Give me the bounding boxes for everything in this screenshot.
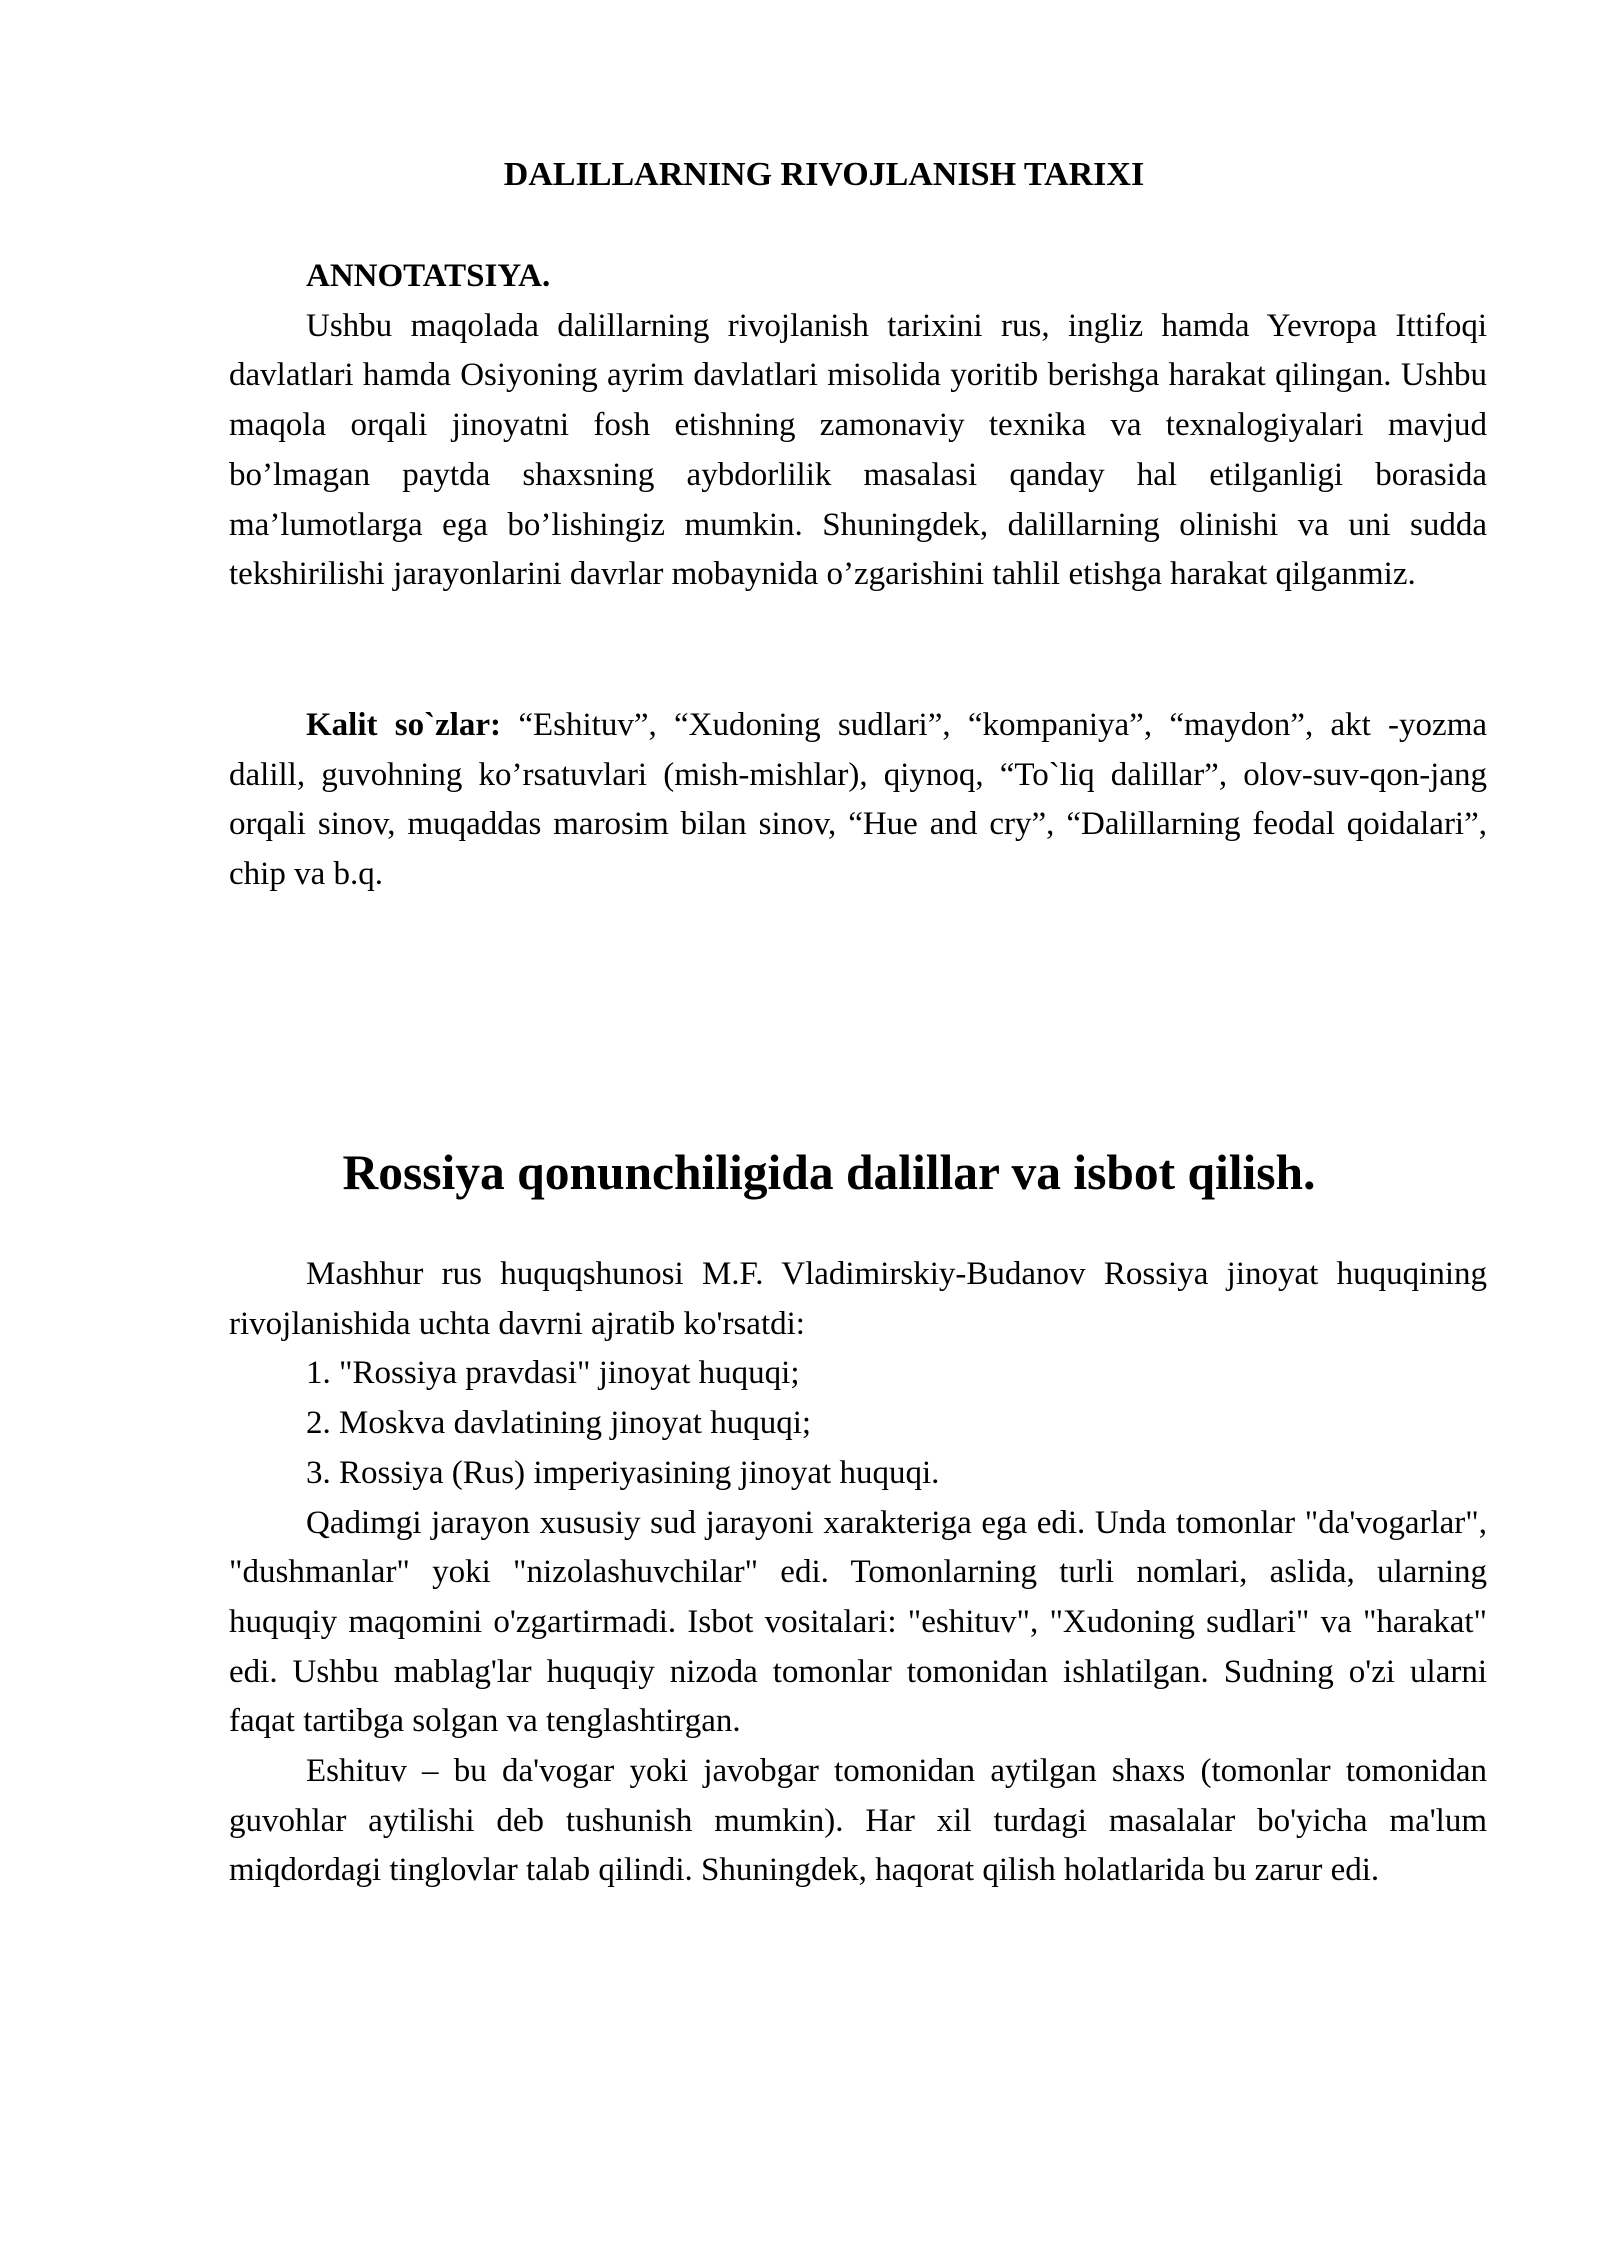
list-item: 3. Rossiya (Rus) imperiyasining jinoyat huquqi. [306,1454,940,1491]
keywords-paragraph [229,701,1487,900]
section-title: Rossiya qonunchiligida dalillar va isbot qilish. [342,1145,1316,1200]
keywords-block [229,701,1487,900]
annotation-block [229,252,1487,600]
section-body [229,1250,1487,1896]
keywords-text: “Eshituv”, “Xudoning sudlari”, “kompaniya”, “maydon”, akt -yozma dalill, guvohning ko’rsatuvlari (mish-mishlar), qiynoq, “To`liq dalillar”, olov-suv-qon-jang orqali sinov, muqaddas marosim bilan sinov, “Hue and cry”, “Dalillarning feodal qoidalari”, chip va b.q. [229,707,1488,893]
list-item: 2. Moskva davlatining jinoyat huquqi; [306,1405,812,1442]
list-item: 1. "Rossiya pravdasi" jinoyat huquqi; [306,1355,800,1392]
annotation-heading: ANNOTATSIYA. [306,258,551,294]
document-title: DALILLARNING RIVOJLANISH TARIXI [503,156,1145,193]
section-paragraph-1: Qadimgi jarayon xususiy sud jarayoni xarakteriga ega edi. Unda tomonlar "da'vogarlar", "dushmanlar" yoki "nizolashuvchilar" edi. Tomonlarning turli nomlari, aslida, ularning huquqiy maqomini o'zgartirmadi. Isbot vositalari: "eshituv", "Xudoning sudlari" va "harakat" edi. Ushbu mablag'lar huquqiy nizoda tomonlar tomonidan ishlatilgan. Sudning o'zi ularni faqat tartibga solgan va tenglashtirgan. [229,1504,1487,1740]
annotation-text: Ushbu maqolada dalillarning rivojlanish tarixini rus, ingliz hamda Yevropa Ittifoqi davlatlari hamda Osiyoning ayrim davlatlari misolida yoritib berishga harakat qilingan. Ushbu maqola orqali jinoyatni fosh etishning zamonaviy texnika va texnalogiyalari mavjud bo’lmagan paytda shaxsning aybdorlilik masalasi qanday hal etilganligi borasida ma’lumotlarga ega bo’lishingiz mumkin. Shuningdek, dalillarning olinishi va uni sudda tekshirilishi jarayonlarini davrlar mobaynida o’zgarishini tahlil etishga harakat qilganmiz. [229,307,1487,593]
section-paragraph-2: Eshituv – bu da'vogar yoki javobgar tomonidan aytilgan shaxs (tomonlar tomonidan guvohlar aytilishi deb tushunish mumkin). Har xil turdagi masalalar bo'yicha ma'lum miqdordagi tinglovlar talab qilindi. Shuningdek, haqorat qilish holatlarida bu zarur edi. [229,1753,1487,1889]
keywords-label: Kalit so`zlar: [306,707,502,743]
section-intro: Mashhur rus huquqshunosi M.F. Vladimirskiy-Budanov Rossiya jinoyat huquqining rivojlanishida uchta davrni ajratib ko'rsatdi: [229,1256,1487,1342]
